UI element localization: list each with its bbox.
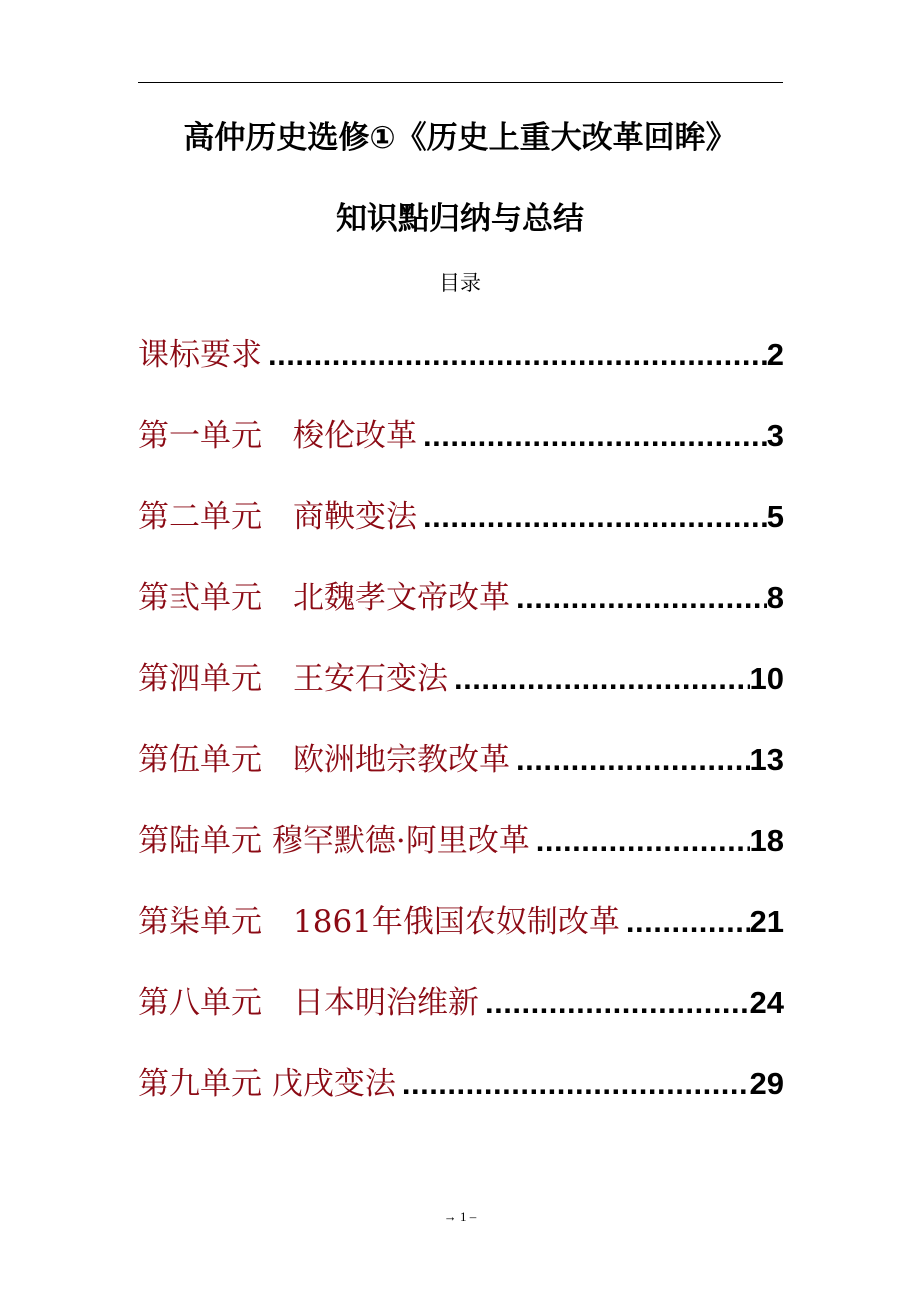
toc-entry-page: 18 [749, 823, 784, 858]
toc-entry-unit-8[interactable] [138, 977, 784, 1058]
toc-entry-page: 29 [749, 1066, 784, 1101]
toc-entry-unit-7[interactable] [138, 896, 784, 977]
toc-entry-page: 13 [749, 742, 784, 777]
toc-leader-dots [516, 742, 750, 778]
header-rule [138, 82, 783, 83]
toc-entry-page: 3 [766, 418, 784, 453]
toc-leader-dots [423, 418, 767, 454]
toc-entry-label: 第伍单元 欧洲地宗教改革 [138, 742, 510, 778]
document-title: 高仲历史选修①《历史上重大改革回眸》 [183, 120, 737, 156]
toc-entry-label: 第二单元 商鞅变法 [138, 499, 417, 535]
toc-leader-dots [402, 1066, 750, 1102]
toc-entry-page: 10 [749, 661, 784, 696]
toc-entry-unit-1[interactable] [138, 410, 784, 491]
toc-entry-unit-4[interactable] [138, 653, 784, 734]
toc-entry-label: 第柒单元 1861年俄国农奴制改革 [138, 904, 620, 940]
toc-leader-dots [268, 337, 767, 373]
table-of-contents [138, 329, 784, 1139]
toc-entry-unit-3[interactable] [138, 572, 784, 653]
toc-leader-dots [516, 580, 767, 616]
toc-leader-dots [485, 985, 750, 1021]
toc-entry-label: 第陆单元 穆罕默德·阿里改革 [138, 823, 530, 859]
toc-entry-label: 第泗单元 王安石变法 [138, 661, 448, 697]
toc-entry-page: 2 [766, 337, 784, 372]
toc-entry-label: 第八单元 日本明治维新 [138, 985, 479, 1021]
toc-entry-label: 第弎单元 北魏孝文帝改革 [138, 580, 510, 616]
toc-heading: 目录 [439, 271, 481, 295]
toc-entry-label: 第九单元 戊戌变法 [138, 1066, 396, 1102]
toc-entry-unit-2[interactable] [138, 491, 784, 572]
toc-leader-dots [423, 499, 767, 535]
toc-leader-dots [454, 661, 750, 697]
page-number-footer: → 1 – [443, 1209, 477, 1224]
toc-entry-page: 5 [766, 499, 784, 534]
toc-entry-standards[interactable] [138, 329, 784, 410]
toc-entry-unit-5[interactable] [138, 734, 784, 815]
toc-entry-page: 21 [749, 904, 784, 939]
toc-entry-page: 8 [766, 580, 784, 615]
toc-leader-dots [536, 823, 750, 859]
toc-entry-unit-6[interactable] [138, 815, 784, 896]
toc-leader-dots [626, 904, 750, 940]
toc-entry-page: 24 [749, 985, 784, 1020]
toc-entry-label: 第一单元 梭伦改革 [138, 418, 417, 454]
toc-entry-unit-9[interactable] [138, 1058, 784, 1139]
document-subtitle: 知识點归纳与总结 [336, 201, 584, 237]
toc-entry-label: 课标要求 [138, 337, 262, 373]
